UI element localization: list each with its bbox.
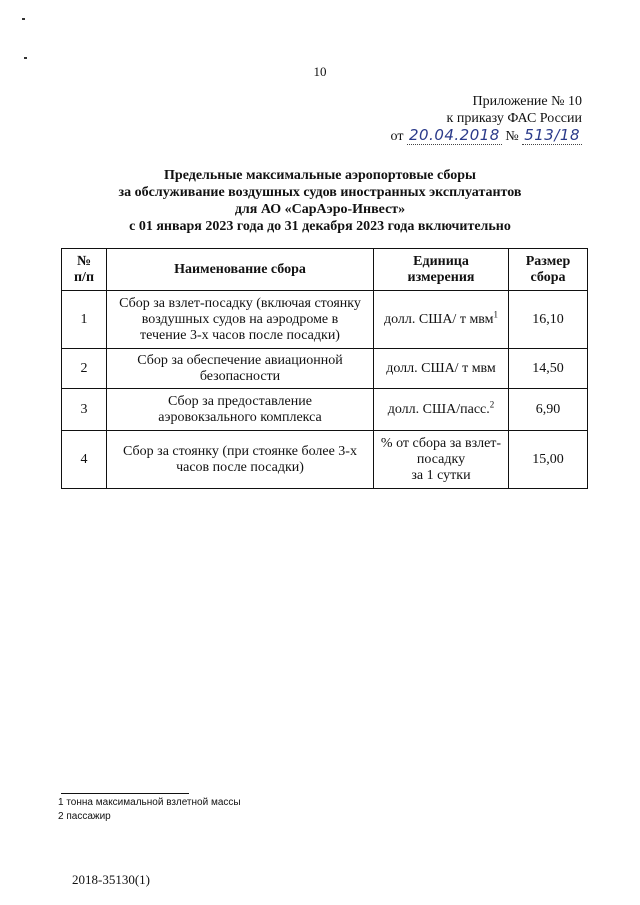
header-number: № п/п <box>62 249 107 291</box>
handwritten-date: 20.04.2018 <box>408 126 500 144</box>
appendix-order-date-number <box>391 127 582 145</box>
date-prefix: от <box>390 129 404 144</box>
appendix-order-ref: к приказу ФАС России <box>446 111 582 126</box>
scan-speck <box>24 57 27 59</box>
fee-name: Сбор за стоянку (при стоянке более 3-х часов после посадки) <box>107 431 374 489</box>
footnote-1: 1 тонна максимальной взлетной массы <box>58 797 241 808</box>
table-row <box>62 349 588 389</box>
heading-line-4: с 01 января 2023 года до 31 декабря 2023 года включительно <box>129 219 511 234</box>
table-row <box>62 389 588 431</box>
footnote-separator <box>61 793 189 794</box>
fee-size: 15,00 <box>509 431 588 489</box>
fees-table <box>61 248 588 489</box>
page-number: 10 <box>313 64 327 79</box>
fee-unit: % от сбора за взлет- посадку за 1 сутки <box>374 431 509 489</box>
row-number: 2 <box>62 349 107 389</box>
fee-unit: долл. США/пасс.$^2$ <box>374 389 509 431</box>
fee-name: Сбор за предоставление аэровокзального комплекса <box>107 389 374 431</box>
fee-name: Сбор за взлет-посадку (включая стоянку воздушных судов на аэродроме в течение 3-х часов после посадки) <box>107 291 374 349</box>
heading-line-1: Предельные максимальные аэропортовые сборы <box>164 168 476 183</box>
fee-unit: долл. США/ т мвм <box>374 349 509 389</box>
fee-size: 6,90 <box>509 389 588 431</box>
header-unit: Единица измерения <box>374 249 509 291</box>
number-prefix: № <box>505 129 519 144</box>
handwritten-order-number: 513/18 <box>524 126 580 144</box>
appendix-block <box>391 93 582 145</box>
row-number: 3 <box>62 389 107 431</box>
footnote-ref: 1 <box>493 308 499 319</box>
table-header-row <box>62 249 588 291</box>
header-fee-size: Размер сбора <box>509 249 588 291</box>
table-row <box>62 291 588 349</box>
fee-name: Сбор за обеспечение авиационной безопасности <box>107 349 374 389</box>
document-id: 2018-35130(1) <box>72 872 150 887</box>
table-row <box>62 431 588 489</box>
footnotes <box>58 796 241 824</box>
footnote-2: 2 пассажир <box>58 811 111 822</box>
row-number: 1 <box>62 291 107 349</box>
fee-size: 16,10 <box>509 291 588 349</box>
heading-line-2: за обслуживание воздушных судов иностранных эксплуатантов <box>118 185 522 200</box>
document-heading <box>40 167 600 235</box>
row-number: 4 <box>62 431 107 489</box>
heading-line-3: для АО «СарАэро-Инвест» <box>234 202 406 217</box>
appendix-title: Приложение № 10 <box>472 94 582 109</box>
fee-size: 14,50 <box>509 349 588 389</box>
header-fee-name: Наименование сбора <box>107 249 374 291</box>
footnote-ref: 2 <box>489 398 495 409</box>
scan-speck <box>22 18 25 20</box>
fee-unit: долл. США/ т мвм$^1$ <box>374 291 509 349</box>
